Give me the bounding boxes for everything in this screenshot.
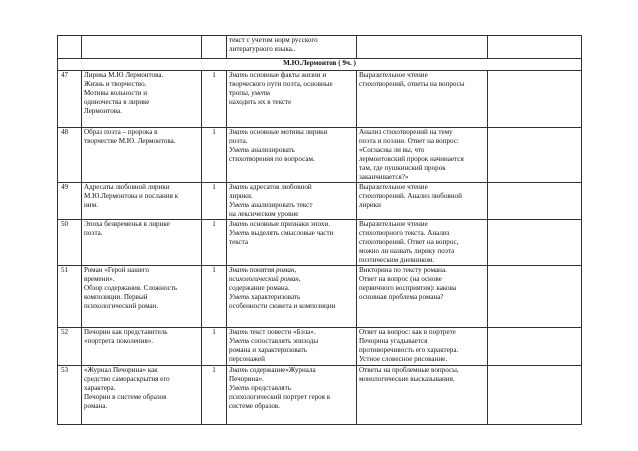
text-line: Ответ на вопрос (на основе (359, 275, 442, 283)
text-line: противоречивость его характера. (359, 346, 459, 354)
cell-extra (488, 183, 582, 220)
cell-topic (82, 183, 202, 220)
text-line: на лексическом уровне (229, 210, 299, 218)
cell-hours: 1 (202, 266, 227, 328)
text-line: «портрета поколения». (84, 337, 154, 345)
cell-num: 50 (58, 220, 82, 266)
text-line: Лирика М.Ю Лермонтова. (84, 71, 164, 79)
cell-content (227, 328, 357, 366)
cell-topic (82, 266, 202, 328)
text-line: лермонтовский пророк начинается (359, 155, 464, 163)
cell-hours (202, 36, 227, 59)
text-line: лирики (359, 201, 381, 209)
text-line: поэта. (229, 137, 248, 145)
text-line: Печорин как представитель (84, 328, 168, 336)
cell-activity (357, 71, 488, 128)
section-title: М.Ю.Лермонтов ( 9ч. ) (58, 59, 582, 71)
table-row (58, 328, 582, 366)
text-line: Знать основные мотивы лирики (229, 128, 328, 136)
emphasis: Знать (229, 183, 248, 191)
text-line: времени». (84, 275, 115, 283)
text-line: первичного восприятия): какова (359, 284, 456, 292)
cell-activity (357, 366, 488, 425)
text-line: средство самораскрытия его (84, 375, 170, 383)
cell-num: 52 (58, 328, 82, 366)
text-line: текста (229, 238, 249, 246)
text-line: романа и характеризовать (229, 346, 307, 354)
emphasis: Знать (229, 366, 248, 374)
cell-content (227, 366, 357, 425)
text-line: творчестве М.Ю. Лермонтова. (84, 137, 176, 145)
cell-activity (357, 220, 488, 266)
text-line: стихотворений. Анализ любовной (359, 192, 462, 200)
cell-num: 49 (58, 183, 82, 220)
text-line: персонажей (229, 355, 265, 363)
text-line: Образ поэта – пророка в (84, 128, 158, 136)
text-line: Выразительное чтение (359, 71, 428, 79)
cell-content (227, 266, 357, 328)
emphasis: Уметь (229, 201, 250, 209)
text-line: Викторина по тексту романа. (359, 266, 447, 274)
text-line: стихотворений, ответы на вопросы (359, 80, 465, 88)
cell-topic (82, 36, 202, 59)
text-line: «Журнал Печорина» как (84, 366, 158, 374)
cell-topic (82, 366, 202, 425)
text-line: Печорина угадывается (359, 337, 428, 345)
text-line: психологический роман. (84, 302, 159, 310)
text-line: ним. (84, 201, 98, 209)
cell-hours: 1 (202, 183, 227, 220)
text-line: Уметь анализировать (229, 146, 295, 154)
emphasis: Уметь (229, 384, 250, 392)
cell-hours: 1 (202, 220, 227, 266)
text-line: стихотворного текста. Анализ (359, 229, 450, 237)
text-line: Печорин в системе образов (84, 393, 167, 401)
cell-activity (357, 328, 488, 366)
text-line: Знать понятия роман, (229, 266, 297, 274)
table-row (58, 366, 582, 425)
cell-content (227, 71, 357, 128)
text-line: тропы, уметь (229, 89, 271, 97)
emphasis: Знать (229, 328, 248, 336)
cell-num: 53 (58, 366, 82, 425)
emphasis: Знать (229, 220, 248, 228)
text-line: Печорина». (229, 375, 264, 383)
text-line: Знать основные признаки эпохи. (229, 220, 330, 228)
cell-extra (488, 71, 582, 128)
emphasis: Уметь (229, 229, 250, 237)
text-line: поэта. (84, 229, 103, 237)
text-line: там, где пушкинский пророк (359, 164, 446, 172)
emphasis: Уметь (229, 337, 250, 345)
table-row (58, 128, 582, 183)
text-line: композиции. Первый (84, 293, 148, 301)
text-line: Выразительное чтение (359, 220, 428, 228)
text-line: особенности сюжета и композиции (229, 302, 336, 310)
text-line: Уметь представлять (229, 384, 292, 392)
cell-activity (357, 266, 488, 328)
emphasis: Знать (229, 71, 248, 79)
text-line: монологические высказывания. (359, 375, 455, 383)
table-row (58, 220, 582, 266)
emphasis: Уметь (229, 146, 250, 154)
text-line: «Согласны ли вы, что (359, 146, 425, 154)
table-row (58, 266, 582, 328)
text-line: можно ли назвать лирику поэта (359, 247, 455, 255)
text-line: стихотворений. Ответ на вопрос, (359, 238, 459, 246)
emphasis: роман, (276, 266, 297, 274)
text-line: М.Ю.Лермонтова и послания к (84, 192, 179, 200)
text-line (229, 275, 354, 284)
text-line: заканчивается?» (359, 173, 409, 181)
text-line: содержание романа. (229, 284, 290, 292)
text-line: Эпоха безвременья в лирике (84, 220, 170, 228)
text-line: Лермонтова. (84, 107, 122, 115)
text-line: Мотивы вольности и (84, 89, 148, 97)
text-line: поэтическим дневником. (359, 256, 435, 264)
cell-topic (82, 128, 202, 183)
text-line: Ответы на проблемные вопросы, (359, 366, 459, 374)
text-line: поэта и поэзии. Ответ на вопрос: (359, 137, 459, 145)
text-line: одиночества в лирике (84, 98, 150, 106)
text-line: Знать основные факты жизни и (229, 71, 327, 79)
cell-hours: 1 (202, 366, 227, 425)
text-line: Знать адресатов любовной (229, 183, 312, 191)
cell-content (227, 36, 357, 59)
cell-num: 51 (58, 266, 82, 328)
content-line: литературного языка.. (229, 45, 296, 53)
emphasis: Уметь (229, 293, 250, 301)
text-line: Анализ стихотворений на тему (359, 128, 453, 136)
text-line: Жизнь и творчество. (84, 80, 147, 88)
text-line: стихотворения по вопросам. (229, 155, 315, 163)
emphasis: уметь (251, 89, 271, 97)
cell-num: 48 (58, 128, 82, 183)
cell-hours: 1 (202, 128, 227, 183)
cell-extra (488, 266, 582, 328)
text-line: романа. (84, 402, 108, 410)
text-line: Ответ на вопрос: как в портрете (359, 328, 456, 336)
cell-activity (357, 128, 488, 183)
text-line: психологический портрет героя в (229, 393, 330, 401)
text-line: Выразительное чтение (359, 183, 428, 191)
cell-content (227, 220, 357, 266)
text-line: творческого пути поэта, основные (229, 80, 333, 88)
text-line: Уметь анализировать текст (229, 201, 313, 209)
emphasis: Знать (229, 128, 248, 136)
text-line: находить их в тексте (229, 98, 292, 106)
cell-content (227, 183, 357, 220)
text-line: Уметь выделять смысловые части (229, 229, 334, 237)
emphasis: психологический роман, (229, 275, 301, 283)
cell-num: 47 (58, 71, 82, 128)
text-line: Уметь сопоставлять эпизоды (229, 337, 319, 345)
emphasis: Знать (229, 266, 248, 274)
cell-extra (488, 328, 582, 366)
cell-hours: 1 (202, 328, 227, 366)
cell-num (58, 36, 82, 59)
cell-topic (82, 220, 202, 266)
text-line: Знать текст повести «Бэла». (229, 328, 316, 336)
text-line: Обзор содержания. Сложность (84, 284, 178, 292)
cell-activity (357, 183, 488, 220)
lesson-plan-table (57, 35, 582, 425)
cell-content (227, 128, 357, 183)
table-row (58, 71, 582, 128)
table-row-continuation (58, 36, 582, 59)
cell-extra (488, 36, 582, 59)
text-line: характера. (84, 384, 116, 392)
text-line: Устное словесное рисование. (359, 355, 448, 363)
content-line: текст с учетом норм русского (229, 36, 318, 44)
section-header-row (58, 59, 582, 71)
cell-extra (488, 366, 582, 425)
cell-activity (357, 36, 488, 59)
cell-extra (488, 128, 582, 183)
text-line: Знать содержание«Журнала (229, 366, 316, 374)
text-line: Роман «Герой нашего (84, 266, 150, 274)
text-line: Адресаты любовной лирики (84, 183, 170, 191)
text-line: системе образов. (229, 402, 281, 410)
cell-topic (82, 328, 202, 366)
text-line: основная проблема романа? (359, 293, 444, 301)
cell-extra (488, 220, 582, 266)
text-line: Уметь характеризовать (229, 293, 301, 301)
text-line: лирики. (229, 192, 253, 200)
table-row (58, 183, 582, 220)
cell-topic (82, 71, 202, 128)
cell-hours: 1 (202, 71, 227, 128)
